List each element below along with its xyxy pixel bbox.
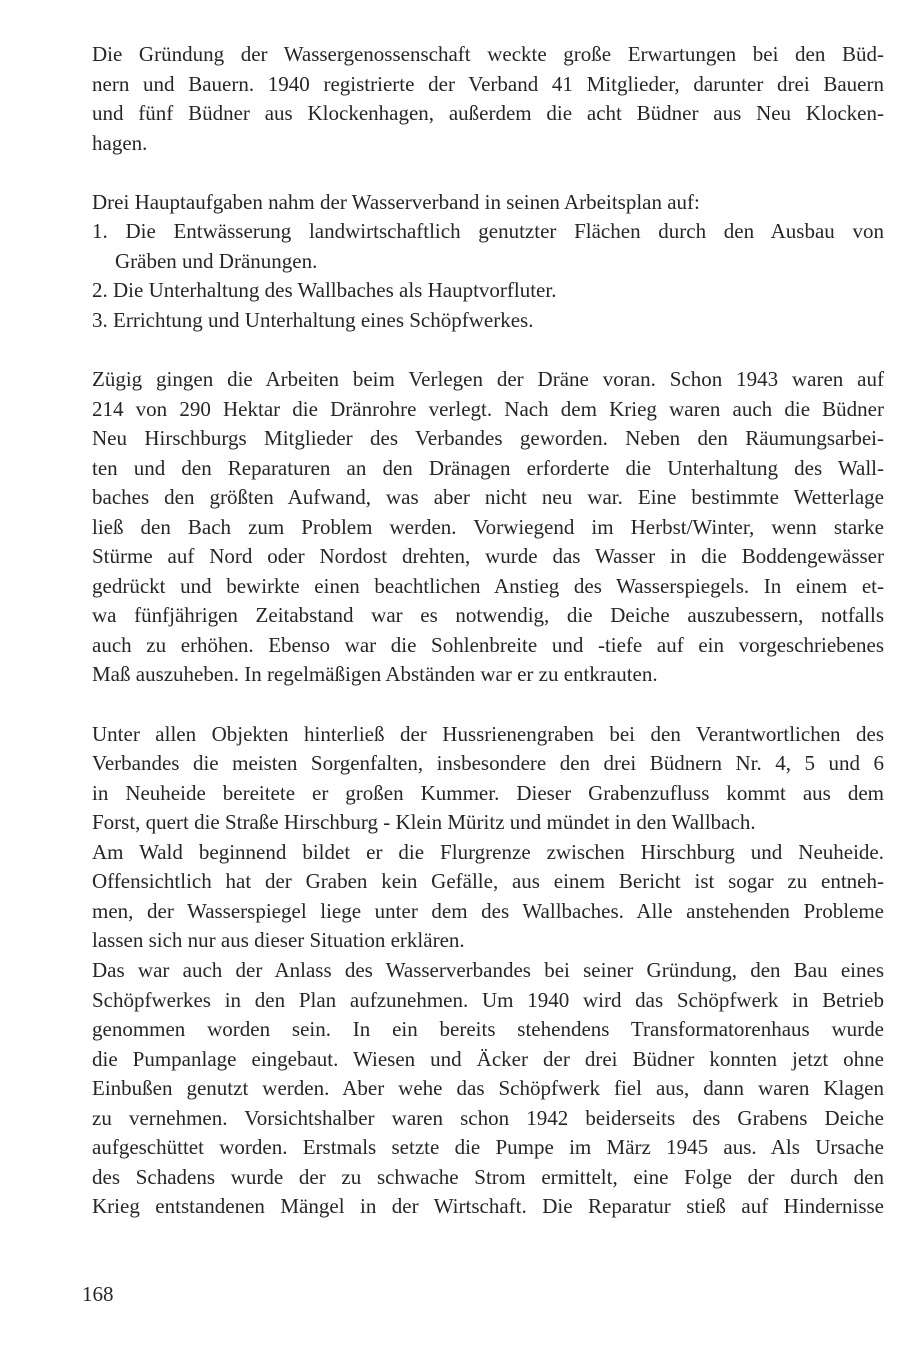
text-line: Forst, quert die Straße Hirschburg - Klein Müritz und mündet in den Wallbach. — [92, 810, 756, 835]
text-line: lassen sich nur aus dieser Situation erklären. — [92, 928, 465, 953]
text-line: Krieg entstandenen Mängel in der Wirtschaft. Die Reparatur stieß auf Hindernisse — [92, 1194, 884, 1219]
text-line: ließ den Bach zum Problem werden. Vorwiegend im Herbst/Winter, wenn starke — [92, 514, 884, 539]
text-line: Stürme auf Nord oder Nordost drehten, wurde das Wasser in die Boddengewässer — [92, 544, 884, 569]
paragraph-gap — [92, 158, 884, 188]
body-text — [92, 40, 884, 1222]
text-line: aufgeschüttet worden. Erstmals setzte die Pumpe im März 1945 aus. Als Ursache — [92, 1135, 884, 1160]
paragraph-gap — [92, 335, 884, 365]
text-line: zu vernehmen. Vorsichtshalber waren schon 1942 beiderseits des Grabens Deiche — [92, 1105, 884, 1130]
text-line: wa fünfjährigen Zeitabstand war es notwendig, die Deiche auszubessern, notfalls — [92, 603, 884, 628]
text-line: nern und Bauern. 1940 registrierte der Verband 41 Mitglieder, darunter drei Bauern — [92, 71, 884, 96]
paragraph-2-task-list — [92, 188, 884, 336]
list-item-2: 2. Die Unterhaltung des Wallbaches als Hauptvorfluter. — [92, 278, 557, 303]
list-intro-line: Drei Hauptaufgaben nahm der Wasserverband in seinen Arbeitsplan auf: — [92, 189, 700, 214]
text-line: in Neuheide bereitete er großen Kummer. Dieser Grabenzufluss kommt aus dem — [92, 780, 884, 805]
text-line: Zügig gingen die Arbeiten beim Verlegen der Dräne voran. Schon 1943 waren auf — [92, 367, 884, 392]
text-line: Schöpfwerkes in den Plan aufzunehmen. Um 1940 wird das Schöpfwerk in Betrieb — [92, 987, 884, 1012]
page-number: 168 — [82, 1282, 114, 1306]
text-line: baches den größten Aufwand, was aber nicht neu war. Eine bestimmte Wetterlage — [92, 485, 884, 510]
text-line: des Schadens wurde der zu schwache Strom ermittelt, eine Folge der durch den — [92, 1164, 884, 1189]
text-line: Einbußen genutzt werden. Aber wehe das Schöpfwerk fiel aus, dann waren Klagen — [92, 1076, 884, 1101]
text-line: ten und den Reparaturen an den Dränagen erforderte die Unterhaltung des Wall- — [92, 455, 884, 480]
text-line: Offensichtlich hat der Graben kein Gefälle, aus einem Bericht ist sogar zu entneh- — [92, 869, 884, 894]
list-item-3: 3. Errichtung und Unterhaltung eines Schöpfwerkes. — [92, 307, 534, 332]
text-line: die Pumpanlage eingebaut. Wiesen und Äcker der drei Büdner konnten jetzt ohne — [92, 1046, 884, 1071]
text-line: genommen worden sein. In ein bereits stehendens Transformatorenhaus wurde — [92, 1017, 884, 1042]
text-line: Neu Hirschburgs Mitglieder des Verbandes geworden. Neben den Räumungsarbei- — [92, 426, 884, 451]
list-item-1: 1. Die Entwässerung landwirtschaftlich genutzter Flächen durch den Ausbau von — [92, 219, 884, 244]
text-line: Verbandes die meisten Sorgenfalten, insbesondere den drei Büdnern Nr. 4, 5 und 6 — [92, 751, 884, 776]
paragraph-gap — [92, 690, 884, 720]
text-line: Maß auszuheben. In regelmäßigen Abständen war er zu entkrauten. — [92, 662, 658, 687]
text-line: men, der Wasserspiegel liege unter dem des Wallbaches. Alle anstehenden Probleme — [92, 898, 884, 923]
text-line: Unter allen Objekten hinterließ der Hussrienengraben bei den Verantwortlichen des — [92, 721, 884, 746]
text-line: Das war auch der Anlass des Wasserverbandes bei seiner Gründung, den Bau eines — [92, 957, 884, 982]
text-line: gedrückt und bewirkte einen beachtlichen Anstieg des Wasserspiegels. In einem et- — [92, 573, 884, 598]
text-line: Die Gründung der Wassergenossenschaft weckte große Erwartungen bei den Büd- — [92, 42, 884, 66]
text-line: auch zu erhöhen. Ebenso war die Sohlenbreite und -tiefe auf ein vorgeschriebenes — [92, 632, 884, 657]
paragraph-4 — [92, 720, 884, 1222]
paragraph-1 — [92, 40, 884, 158]
text-line: und fünf Büdner aus Klockenhagen, außerdem die acht Büdner aus Neu Klocken- — [92, 101, 884, 126]
list-item-1-continuation: Gräben und Dränungen. — [115, 248, 318, 273]
text-line: hagen. — [92, 130, 148, 155]
text-line: 214 von 290 Hektar die Dränrohre verlegt. Nach dem Krieg waren auch die Büdner — [92, 396, 884, 421]
paragraph-3 — [92, 365, 884, 690]
text-line: Am Wald beginnend bildet er die Flurgrenze zwischen Hirschburg und Neuheide. — [92, 839, 884, 864]
